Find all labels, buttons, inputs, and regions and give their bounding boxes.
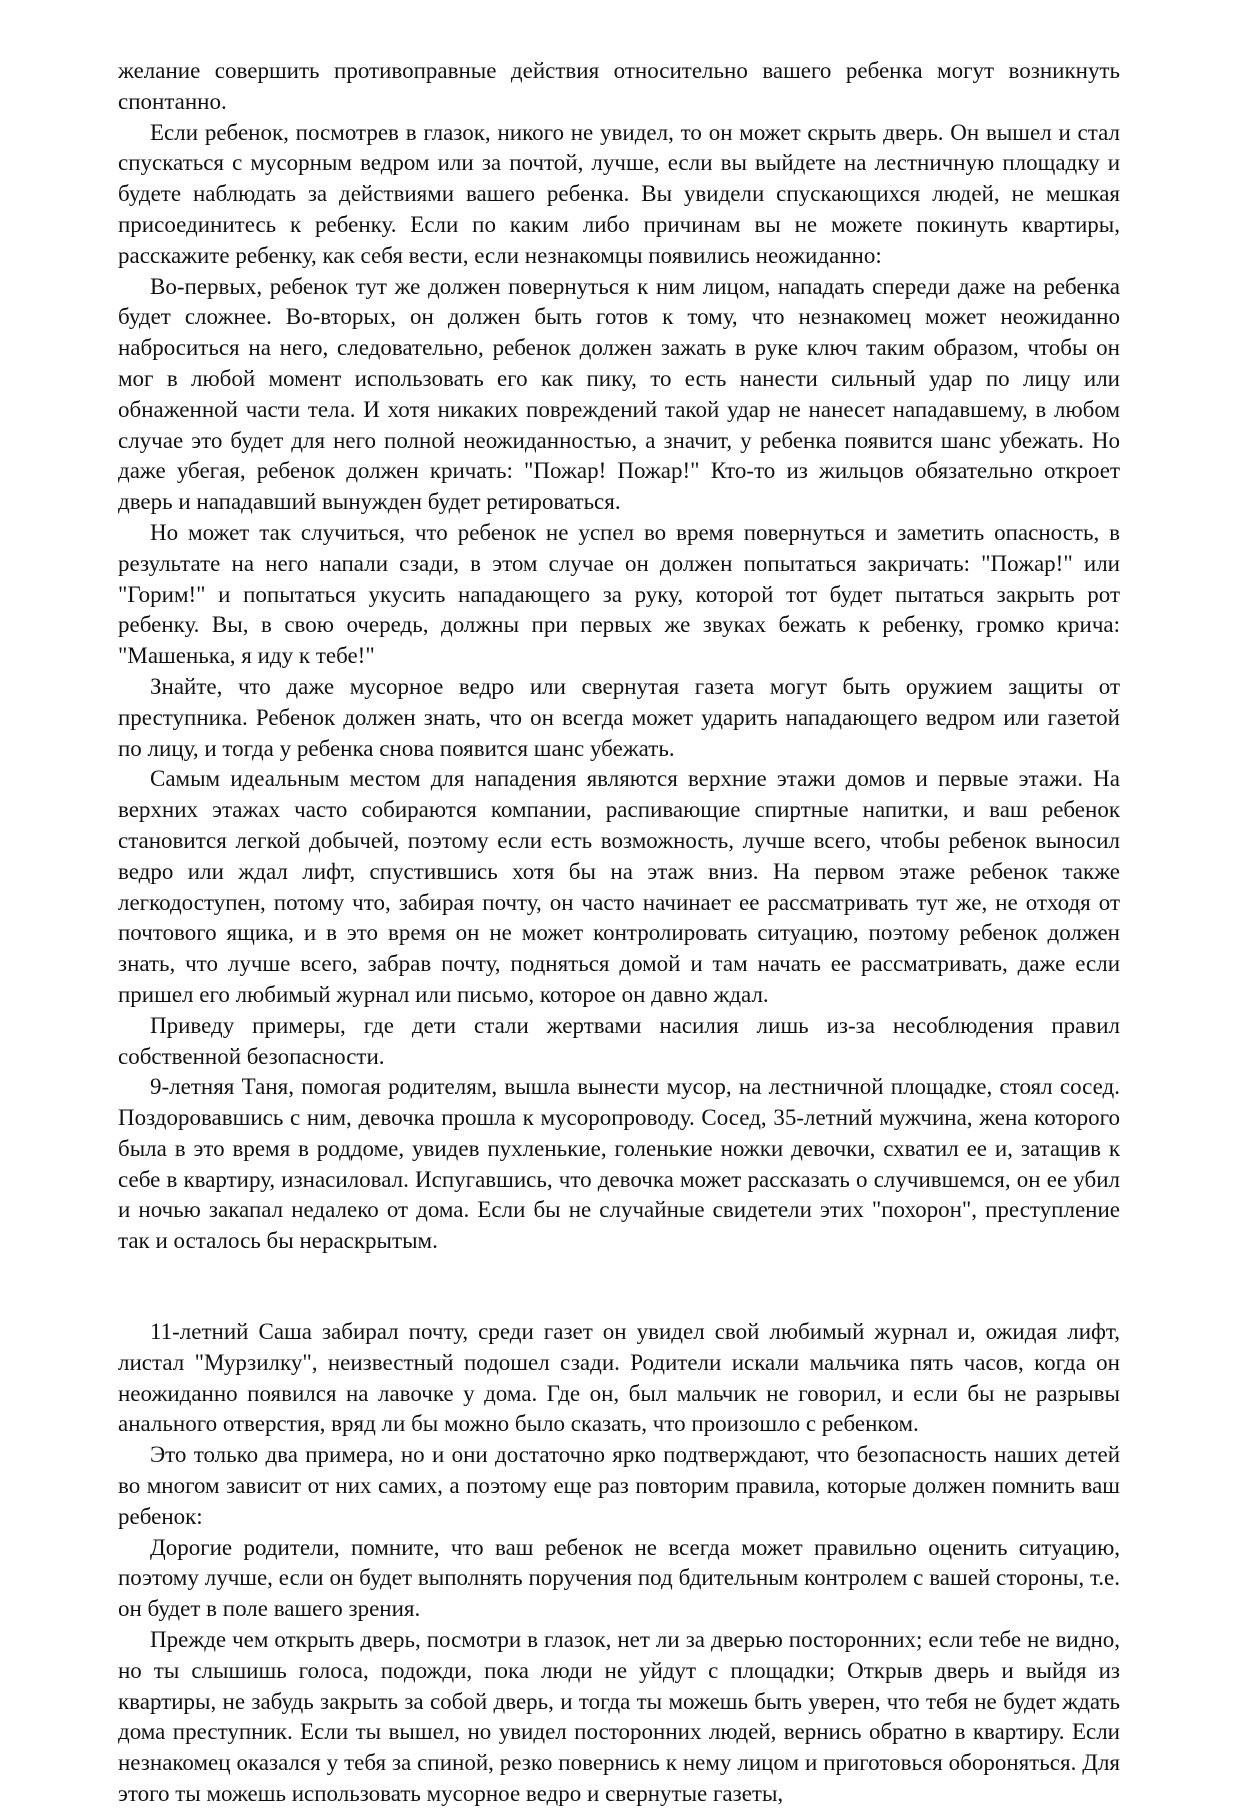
paragraph-first-steps: Во-первых, ребенок тут же должен повернуться к ним лицом, нападать спереди даже на ребенка будет сложнее. Во-вторых, он должен быть готов к тому, что незнакомец может неожиданно наброситься на него, следовательно, ребенок должен зажать в руке ключ таким образом, чтобы он мог в любой момент использовать его как пику, то есть нанести сильный удар по лицу или обнаженной части тела. И хотя никаких повреждений такой удар не нанесет нападавшему, в любом случае это будет для него полной неожиданностью, а значит, у ребенка появится шанс убежать. Но даже убегая, ребенок должен кричать: "Пожар! Пожар!" Кто-то из жильцов обязательно откроет дверь и нападавший вынужден будет ретироваться.	[118, 273, 1120, 515]
paragraph-door-peephole: Если ребенок, посмотрев в глазок, никого не увидел, то он может скрыть дверь. Он вышел и стал спускаться с мусорным ведром или за почтой, лучше, если вы выйдете на лестничную площадку и будете наблюдать за действиями вашего ребенка. Вы увидели спускающихся людей, не мешкая присоединитесь к ребенку. Если по каким либо причинам вы не можете покинуть квартиры, расскажите ребенку, как себя вести, если незнакомцы появились неожиданно:	[118, 119, 1120, 268]
paragraph-summary: Это только два примера, но и они достаточно ярко подтверждают, что безопасность наших детей во многом зависит от них самих, а поэтому еще раз повторим правила, которые должен помнить ваш ребенок:	[118, 1442, 1120, 1529]
paragraph-gap	[118, 1257, 1120, 1317]
paragraph-weapons: Знайте, что даже мусорное ведро или свернутая газета могут быть оружием защиты от преступника. Ребенок должен знать, что он всегда может ударить нападающего ведром или газетой по лицу, и тогда у ребенка снова появится шанс убежать.	[118, 673, 1120, 761]
paragraph-parents-note: Дорогие родители, помните, что ваш ребенок не всегда может правильно оценить ситуацию, поэтому лучше, если он будет выполнять поручения под бдительным контролем с вашей стороны, т.е. он будет в поле вашего зрения.	[118, 1534, 1120, 1622]
paragraph-dangerous-floors: Самым идеальным местом для нападения являются верхние этажи домов и первые этажи. На верхних этажах часто собираются компании, распивающие спиртные напитки, и ваш ребенок становится легкой добычей, поэтому если есть возможность, лучше всего, чтобы ребенок выносил ведро или ждал лифт, спустившись хотя бы на этаж вниз. На первом этаже ребенок также легкодоступен, потому что, забирая почту, он часто начинает ее рассматривать тут же, не отходя от почтового ящика, и в это время он не может контролировать ситуацию, поэтому ребенок должен знать, что лучше всего, забрав почту, подняться домой и там начать ее рассматривать, даже если пришел его любимый журнал или письмо, которое он давно ждал.	[118, 766, 1120, 1007]
paragraph-examples-intro: Приведу примеры, где дети стали жертвами насилия лишь из-за несоблюдения правил собственной безопасности.	[118, 1012, 1120, 1069]
paragraph-attack-from-behind: Но может так случиться, что ребенок не успел во время повернуться и заметить опасность, в результате на него напали сзади, в этом случае он должен попытаться закричать: "Пожар!" или "Горим!" и попытаться укусить нападающего за руку, которой тот будет пытаться закрыть рот ребенку. Вы, в свою очередь, должны при первых же звуках бежать к ребенку, громко крича: "Машенька, я иду к тебе!"	[118, 519, 1120, 669]
paragraph-continuation: желание совершить противоправные действия относительно вашего ребенка могут возникнуть спонтанно.	[118, 58, 1120, 114]
paragraph-example-tanya: 9-летняя Таня, помогая родителям, вышла вынести мусор, на лестничной площадке, стоял сосед. Поздоровавшись с ним, девочка прошла к мусоропроводу. Сосед, 35-летний мужчина, жена которого была в это время в роддоме, увидев пухленькие, голенькие ножки девочки, схватил ее и, затащив к себе в квартиру, изнасиловал. Испугавшись, что девочка может рассказать о случившемся, он ее убил и ночью закапал недалеко от дома. Если бы не случайные свидетели этих "похорон", преступление так и осталось бы нераскрытым.	[118, 1074, 1120, 1254]
document-page	[118, 56, 1120, 1810]
paragraph-rules: Прежде чем открыть дверь, посмотри в глазок, нет ли за дверью посторонних; если тебе не видно, но ты слышишь голоса, подожди, пока люди не уйдут с площадки; Открыв дверь и выйдя из квартиры, не забудь закрыть за собой дверь, и тогда ты можешь быть уверен, что тебя не будет ждать дома преступник. Если ты вышел, но увидел посторонних людей, вернись обратно в квартиру. Если незнакомец оказался у тебя за спиной, резко повернись к нему лицом и приготовься обороняться. Для этого ты можешь использовать мусорное ведро и свернутые газеты,	[118, 1627, 1120, 1807]
paragraph-example-sasha: 11-летний Саша забирал почту, среди газет он увидел свой любимый журнал и, ожидая лифт, листал "Мурзилку", неизвестный подошел сзади. Родители искали мальчика пять часов, когда он неожиданно появился на лавочке у дома. Где он, был мальчик не говорил, и если бы не разрывы анального отверстия, вряд ли бы можно было сказать, что произошло с ребенком.	[118, 1319, 1120, 1437]
